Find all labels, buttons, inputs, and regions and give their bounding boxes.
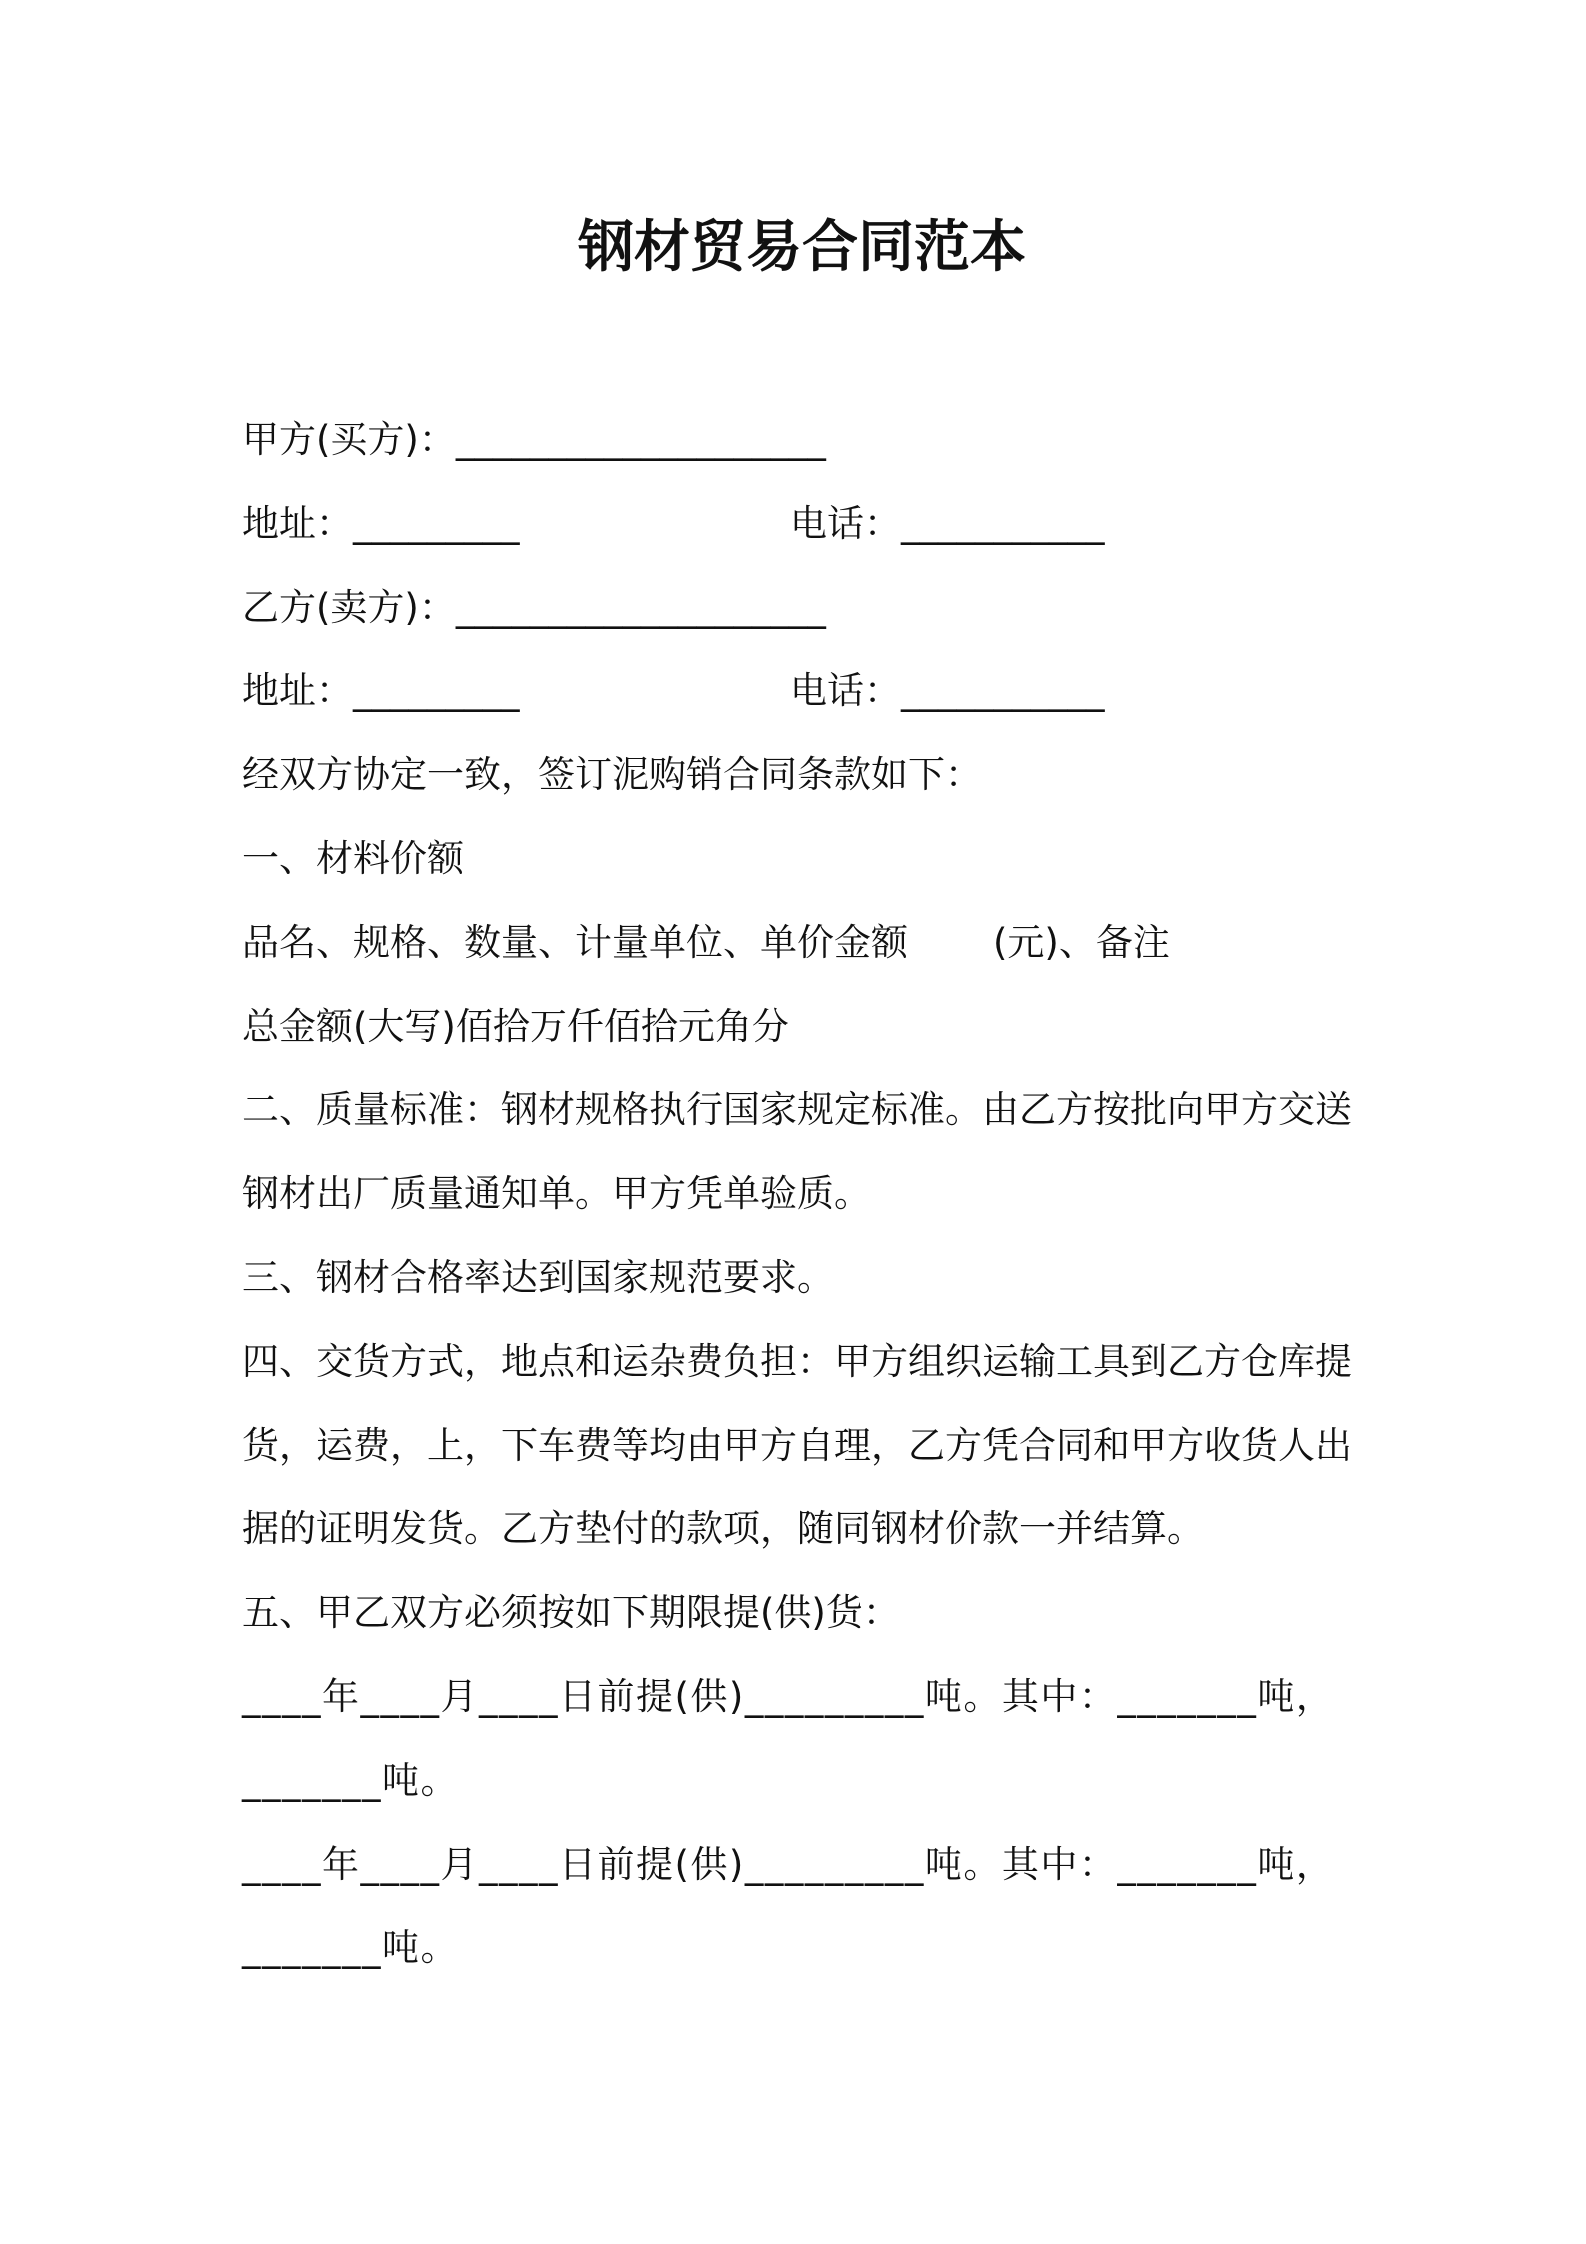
party-a-phone: 电话：___________ xyxy=(790,501,1105,545)
intro-paragraph: 经双方协定一致，签订泥购销合同条款如下： xyxy=(242,753,982,797)
section1-columns xyxy=(242,901,1442,985)
section4-line: 货，运费，上，下车费等均由甲方自理，乙方凭合同和甲方收货人出 xyxy=(242,1423,1352,1467)
party-b-contact-row xyxy=(242,649,1442,733)
document-body xyxy=(242,398,1442,1990)
party-a-line: 甲方(买方)：____________________ xyxy=(242,418,826,461)
section2-line: 钢材出厂质量通知单。甲方凭单验质。 xyxy=(242,1172,871,1216)
party-b-phone: 电话：___________ xyxy=(790,669,1105,713)
section1-columns-b: (元)、备注 xyxy=(993,920,1170,964)
section3-line: 三、钢材合格率达到国家规范要求。 xyxy=(242,1255,834,1299)
party-a-address: 地址：_________ xyxy=(242,501,520,545)
section4-line: 据的证明发货。乙方垫付的款项，随同钢材价款一并结算。 xyxy=(242,1507,1204,1551)
schedule-line: ____年____月____日前提(供)_________吨。其中：_______吨， xyxy=(242,1674,1335,1718)
section5-heading: 五、甲乙双方必须按如下期限提(供)货： xyxy=(242,1591,900,1635)
section4-line: 四、交货方式，地点和运杂费负担：甲方组织运输工具到乙方仓库提 xyxy=(242,1339,1352,1383)
section1-heading: 一、材料价额 xyxy=(242,836,464,880)
party-a-contact-row xyxy=(242,482,1442,566)
schedule-line: ____年____月____日前提(供)_________吨。其中：_______吨， xyxy=(242,1842,1335,1886)
section1-total: 总金额(大写)佰拾万仟佰拾元角分 xyxy=(242,1004,789,1048)
party-b-address: 地址：_________ xyxy=(242,669,520,713)
section2-line: 二、质量标准：钢材规格执行国家规定标准。由乙方按批向甲方交送 xyxy=(242,1088,1352,1132)
schedule-line: _______吨。 xyxy=(242,1926,459,1970)
document-title: 钢材贸易合同范本 xyxy=(578,215,1026,280)
section1-columns-a: 品名、规格、数量、计量单位、单价金额 xyxy=(242,920,908,964)
party-b-line: 乙方(卖方)：____________________ xyxy=(242,585,826,629)
schedule-line: _______吨。 xyxy=(242,1758,459,1802)
